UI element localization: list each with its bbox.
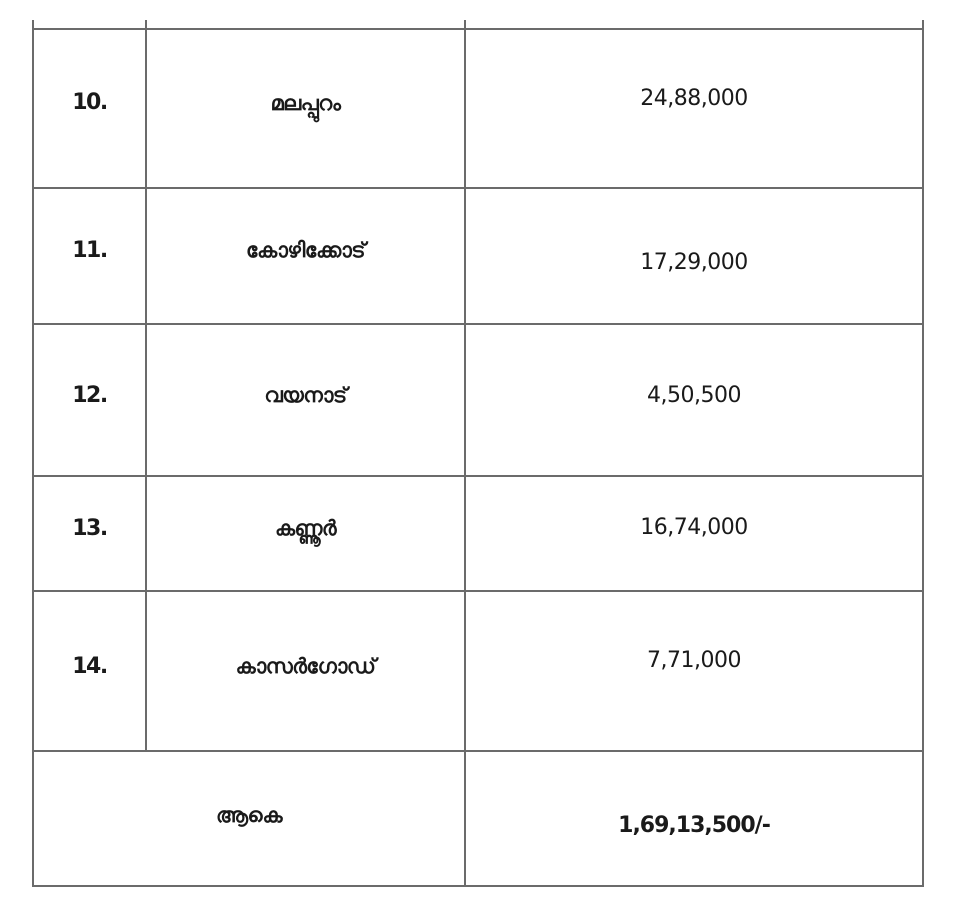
row-amount: 4,50,500 [647,382,741,408]
row-serial: 14. [72,653,107,679]
row-amount: 24,88,000 [640,85,748,111]
row-district: കോഴിക്കോട് [245,237,366,262]
row-serial: 10. [72,90,107,115]
table-border-right [922,20,924,887]
row-district: വയനാട് [264,382,347,407]
row-amount: 7,71,000 [647,647,741,673]
district-allocation-table [32,0,924,887]
row-amount: 16,74,000 [640,514,748,540]
row-serial: 12. [72,382,107,408]
row-district: കണ്ണൂർ [274,515,337,540]
total-amount: 1,69,13,500/- [618,812,770,838]
row-serial: 13. [72,515,107,541]
row-serial: 11. [72,237,107,263]
row-district: കാസർഗോഡ് [235,653,376,678]
row-district: മലപ്പുറം [270,91,341,115]
row-amount: 17,29,000 [640,249,748,275]
total-label: ആകെ [216,802,282,827]
